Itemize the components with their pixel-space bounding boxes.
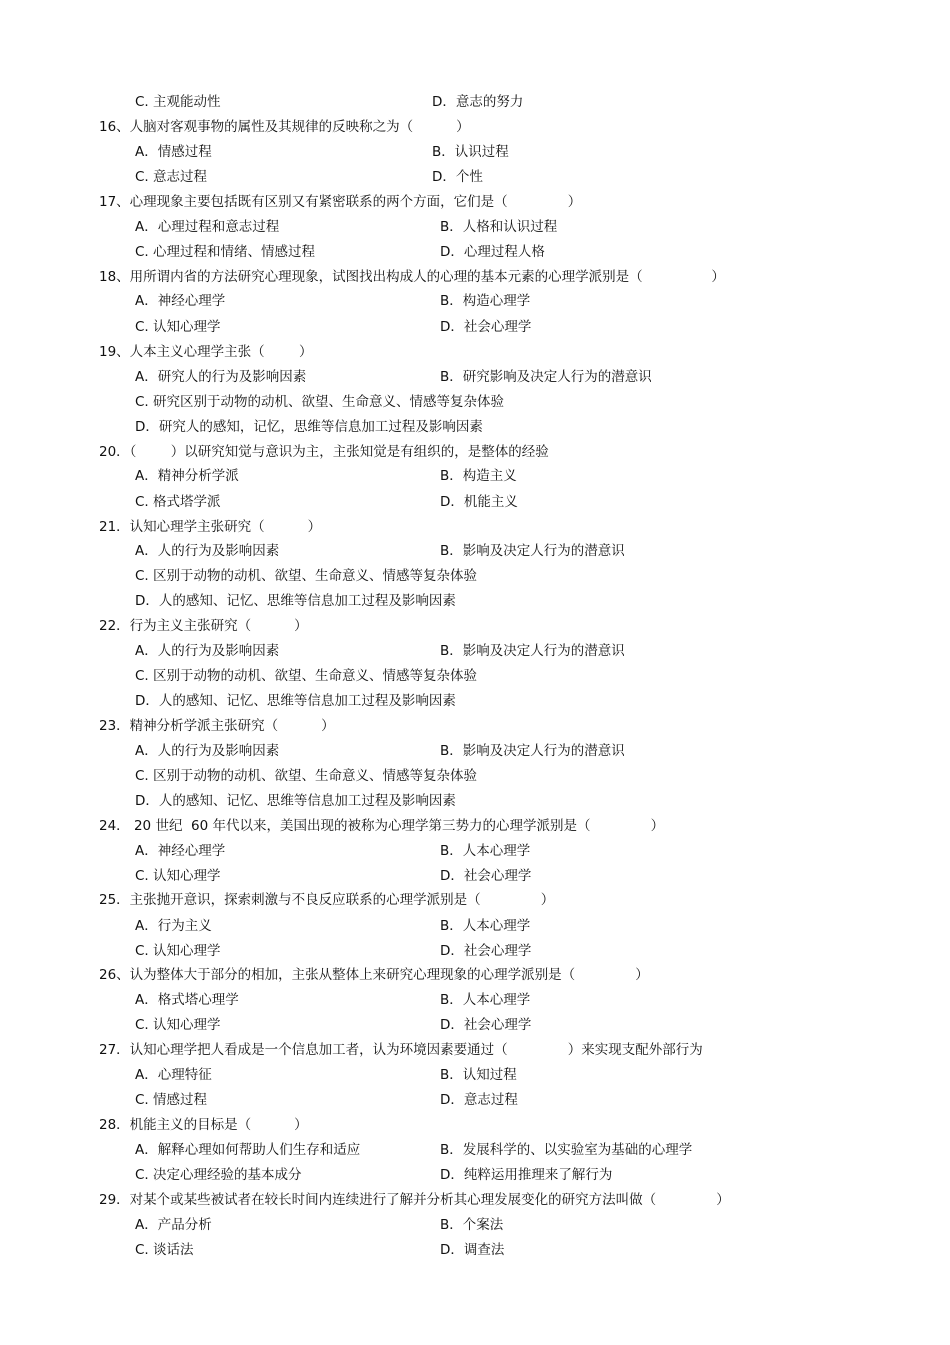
answer-option: B．构造主义 bbox=[440, 468, 517, 484]
answer-option: D．社会心理学 bbox=[440, 319, 532, 335]
answer-option: D．纯粹运用推理来了解行为 bbox=[440, 1167, 613, 1183]
answer-option: A．产品分析 bbox=[135, 1217, 212, 1233]
answer-option: D．人的感知、记忆、思维等信息加工过程及影响因素 bbox=[135, 793, 456, 809]
answer-option: C. 研究区别于动物的动机、欲望、生命意义、情感等复杂体验 bbox=[135, 394, 505, 410]
answer-option: B．人格和认识过程 bbox=[440, 219, 558, 235]
question-text: 16、人脑对客观事物的属性及其规律的反映称之为（ ） bbox=[99, 119, 470, 135]
answer-option: A．精神分析学派 bbox=[135, 468, 239, 484]
question-text: 20．（ ）以研究知觉与意识为主，主张知觉是有组织的，是整体的经验 bbox=[99, 444, 549, 460]
answer-option: C. 决定心理经验的基本成分 bbox=[135, 1167, 302, 1183]
answer-option: A．心理特征 bbox=[135, 1067, 212, 1083]
answer-option: C. 情感过程 bbox=[135, 1092, 208, 1108]
answer-option: C. 格式塔学派 bbox=[135, 494, 221, 510]
answer-option: B．个案法 bbox=[440, 1217, 504, 1233]
answer-option: C. 认知心理学 bbox=[135, 868, 221, 884]
answer-option: C. 认知心理学 bbox=[135, 943, 221, 959]
answer-option: D．心理过程人格 bbox=[440, 244, 545, 260]
answer-option: A．神经心理学 bbox=[135, 293, 226, 309]
answer-option: C. 区别于动物的动机、欲望、生命意义、情感等复杂体验 bbox=[135, 768, 478, 784]
question-text: 21．认知心理学主张研究（ ） bbox=[99, 519, 322, 535]
answer-option: B．人本心理学 bbox=[440, 843, 531, 859]
answer-option: D．社会心理学 bbox=[440, 1017, 532, 1033]
question-text: 23．精神分析学派主张研究（ ） bbox=[99, 718, 335, 734]
question-text: 24． 20 世纪 60 年代以来，美国出现的被称为心理学第三势力的心理学派别是（ ） bbox=[99, 818, 665, 834]
answer-option: D．研究人的感知，记忆，思维等信息加工过程及影响因素 bbox=[135, 419, 483, 435]
answer-option: D．个性 bbox=[432, 169, 483, 185]
answer-option: A．人的行为及影响因素 bbox=[135, 643, 280, 659]
answer-option: D．人的感知、记忆、思维等信息加工过程及影响因素 bbox=[135, 693, 456, 709]
answer-option: A．神经心理学 bbox=[135, 843, 226, 859]
answer-option: B．影响及决定人行为的潜意识 bbox=[440, 543, 625, 559]
answer-option: C. 意志过程 bbox=[135, 169, 208, 185]
question-text: 29．对某个或某些被试者在较长时间内连续进行了解并分析其心理发展变化的研究方法叫做（ ） bbox=[99, 1192, 730, 1208]
answer-option: C. 区别于动物的动机、欲望、生命意义、情感等复杂体验 bbox=[135, 668, 478, 684]
answer-option: A．人的行为及影响因素 bbox=[135, 743, 280, 759]
answer-option: B．构造心理学 bbox=[440, 293, 531, 309]
answer-option: B．影响及决定人行为的潜意识 bbox=[440, 643, 625, 659]
answer-option: A．格式塔心理学 bbox=[135, 992, 239, 1008]
question-text: 26、认为整体大于部分的相加，主张从整体上来研究心理现象的心理学派别是（ ） bbox=[99, 967, 649, 983]
answer-option: B．影响及决定人行为的潜意识 bbox=[440, 743, 625, 759]
answer-option: C. 认知心理学 bbox=[135, 319, 221, 335]
answer-option: C. 谈话法 bbox=[135, 1242, 194, 1258]
answer-option: D．人的感知、记忆、思维等信息加工过程及影响因素 bbox=[135, 593, 456, 609]
answer-option: B．认识过程 bbox=[432, 144, 509, 160]
answer-option: D．调查法 bbox=[440, 1242, 505, 1258]
question-text: 28．机能主义的目标是（ ） bbox=[99, 1117, 308, 1133]
question-text: 19、人本主义心理学主张（ ） bbox=[99, 344, 313, 360]
question-text: 25．主张抛开意识，探索刺激与不良反应联系的心理学派别是（ ） bbox=[99, 892, 555, 908]
answer-option: C. 心理过程和情绪、情感过程 bbox=[135, 244, 316, 260]
answer-option: B．人本心理学 bbox=[440, 992, 531, 1008]
question-text: 22．行为主义主张研究（ ） bbox=[99, 618, 308, 634]
answer-option: B．研究影响及决定人行为的潜意识 bbox=[440, 369, 652, 385]
answer-option: A．行为主义 bbox=[135, 918, 212, 934]
answer-option: D．社会心理学 bbox=[440, 868, 532, 884]
answer-option: C. 区别于动物的动机、欲望、生命意义、情感等复杂体验 bbox=[135, 568, 478, 584]
answer-option: A．心理过程和意志过程 bbox=[135, 219, 280, 235]
answer-option: A．人的行为及影响因素 bbox=[135, 543, 280, 559]
answer-option: A．解释心理如何帮助人们生存和适应 bbox=[135, 1142, 361, 1158]
answer-option: A．情感过程 bbox=[135, 144, 212, 160]
answer-option: A．研究人的行为及影响因素 bbox=[135, 369, 307, 385]
answer-option: B．认知过程 bbox=[440, 1067, 517, 1083]
answer-option: B．发展科学的、以实验室为基础的心理学 bbox=[440, 1142, 693, 1158]
answer-option: C. 认知心理学 bbox=[135, 1017, 221, 1033]
answer-option: D．意志的努力 bbox=[432, 94, 524, 110]
question-text: 18、用所谓内省的方法研究心理现象，试图找出构成人的心理的基本元素的心理学派别是（ ） bbox=[99, 269, 725, 285]
question-text: 17、心理现象主要包括既有区别又有紧密联系的两个方面，它们是（ ） bbox=[99, 194, 582, 210]
answer-option: D．社会心理学 bbox=[440, 943, 532, 959]
question-text: 27．认知心理学把人看成是一个信息加工者，认为环境因素要通过（ ）来实现支配外部行为 bbox=[99, 1042, 703, 1058]
answer-option: C. 主观能动性 bbox=[135, 94, 221, 110]
answer-option: D．机能主义 bbox=[440, 494, 518, 510]
answer-option: D．意志过程 bbox=[440, 1092, 518, 1108]
answer-option: B．人本心理学 bbox=[440, 918, 531, 934]
